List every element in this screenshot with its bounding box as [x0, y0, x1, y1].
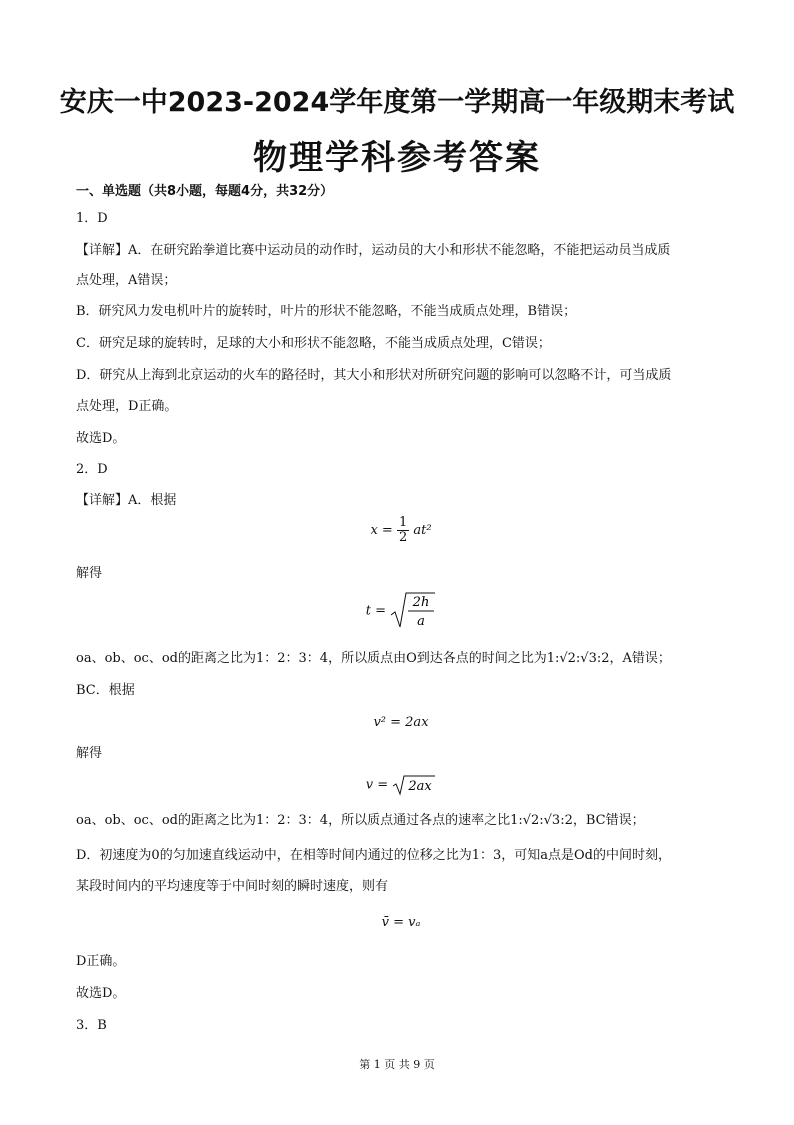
equation-2: t = 2h a [76, 591, 726, 631]
q2-line: oa、ob、oc、od的距离之比为1：2：3：4，所以质点通过各点的速率之比1:√2:√3:2，BC错误； [76, 813, 645, 828]
q2-line: 故选D。 [76, 986, 126, 1001]
section-heading: 一、单选题（共8小题，每题4分，共32分） [76, 184, 334, 199]
q2-line: BC．根据 [76, 683, 135, 698]
svg-text:2ax: 2ax [408, 779, 432, 794]
q2-line: D正确。 [76, 954, 126, 969]
q2-line: 解得 [76, 746, 103, 761]
sqrt-symbol [390, 591, 436, 631]
q2-answer: 2．D [76, 462, 108, 477]
q1-answer: 1．D [76, 211, 108, 226]
equation-5: v̄ = vₐ [381, 915, 421, 930]
q2-line: 某段时间内的平均速度等于中间时刻的瞬时速度，则有 [76, 879, 389, 894]
svg-text:2h: 2h [412, 595, 430, 610]
equation-1: x = $\frac{1}{2}$ at² [370, 515, 432, 545]
q2-line: D．初速度为0的匀加速直线运动中，在相等时间内通过的位移之比为1：3，可知a点是Od的中间时刻， [76, 848, 671, 863]
q1-line: 【详解】A．在研究跆拳道比赛中运动员的动作时，运动员的大小和形状不能忽略，不能把运动员当成质 [76, 243, 671, 258]
q2-line: 解得 [76, 566, 103, 581]
page-footer: 第 1 页 共 9 页 [359, 1058, 435, 1071]
answer-key-title: 物理学科参考答案 [253, 138, 541, 178]
fraction: $\frac{1}{2}$ [398, 515, 408, 545]
q3-answer: 3．B [76, 1018, 107, 1033]
q1-line: B．研究风力发电机叶片的旋转时，叶片的形状不能忽略，不能当成质点处理，B错误； [76, 304, 577, 319]
q1-line: 点处理，D正确。 [76, 399, 178, 414]
sqrt-symbol [392, 774, 436, 796]
q2-line: oa、ob、oc、od的距离之比为1：2：3：4，所以质点由O到达各点的时间之比为1:√2:√3:2，A错误； [76, 651, 671, 666]
q1-line: 故选D。 [76, 431, 126, 446]
exam-title: 安庆一中2023-2024学年度第一学期高一年级期末考试 [59, 87, 735, 118]
equation-4: v = 2ax [76, 774, 726, 796]
equation-3: v² = 2ax [373, 715, 429, 730]
svg-text:a: a [417, 614, 426, 629]
q1-line: D．研究从上海到北京运动的火车的路径时，其大小和形状对所研究问题的影响可以忽略不计，可当成质 [76, 368, 672, 383]
q1-line: 点处理，A错误； [76, 273, 177, 288]
q2-line: 【详解】A．根据 [76, 493, 177, 508]
q1-line: C．研究足球的旋转时，足球的大小和形状不能忽略，不能当成质点处理，C错误； [76, 336, 551, 351]
